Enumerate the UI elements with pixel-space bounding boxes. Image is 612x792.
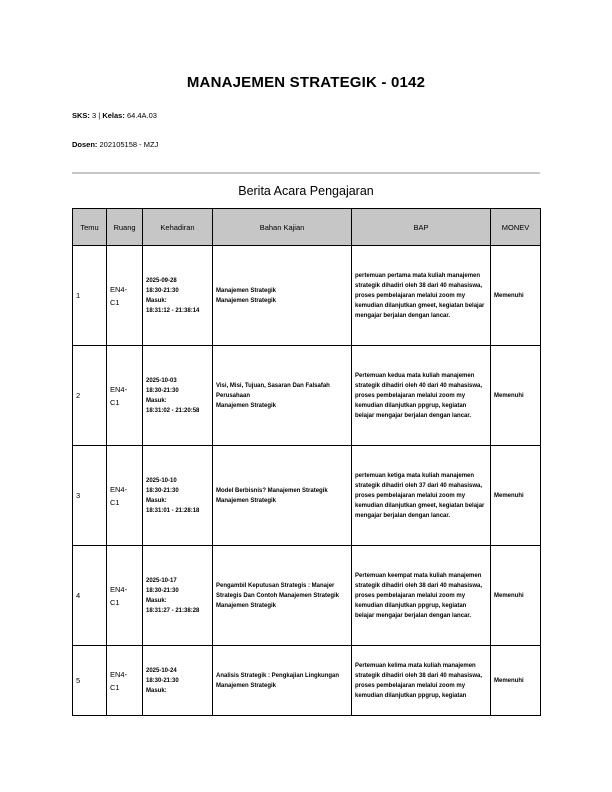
temu-cell: 2 bbox=[73, 346, 107, 446]
session-time: 18:30-21:30 bbox=[146, 387, 179, 394]
table-row bbox=[73, 346, 541, 446]
bap-cell bbox=[352, 246, 491, 346]
session-time: 18:30-21:30 bbox=[146, 677, 179, 684]
session-date: 2025-10-10 bbox=[146, 477, 177, 484]
bahan-topic: Model Berbisnis? Manajemen Strategik bbox=[216, 487, 328, 494]
temu-cell: 4 bbox=[73, 546, 107, 646]
bahan-topic: Analisis Strategik : Pengkajian Lingkungan bbox=[216, 672, 340, 679]
masuk-label: Masuk: bbox=[146, 397, 167, 404]
bap-text: Pertemuan kedua mata kuliah manajemen strategik dihadiri oleh 40 dari 40 mahasiswa, proses pembelajaran melalui zoom my kemudian dilanjutkan ppgrup, kegiatan belajar mengajar berjalan dengan lancar. bbox=[355, 372, 483, 419]
kehadiran-cell bbox=[143, 546, 213, 646]
bahan-kajian-cell bbox=[213, 446, 352, 546]
monev-cell: Memenuhi bbox=[491, 546, 541, 646]
bap-cell bbox=[352, 446, 491, 546]
bahan-course: Manajemen Strategik bbox=[216, 402, 277, 409]
bap-text: pertemuan pertama mata kuliah manajemen strategik dihadiri oleh 38 dari 40 mahasiswa, proses pembelajaran melalui zoom my kemudian dilanjutkan gmeet, kegiatan belajar mengajar berjalan dengan lancar. bbox=[355, 272, 485, 319]
table-row bbox=[73, 246, 541, 346]
sks-value: 3 bbox=[92, 111, 97, 120]
session-date: 2025-10-24 bbox=[146, 667, 177, 674]
kehadiran-cell bbox=[143, 646, 213, 716]
ruang-line: C1 bbox=[110, 297, 120, 307]
bap-cell bbox=[352, 346, 491, 446]
temu-cell: 5 bbox=[73, 646, 107, 716]
temu-cell: 1 bbox=[73, 246, 107, 346]
ruang-line: C1 bbox=[110, 597, 120, 607]
header-bap: BAP bbox=[352, 209, 491, 246]
ruang-line: C1 bbox=[110, 497, 120, 507]
page-title: MANAJEMEN STRATEGIK - 0142 bbox=[186, 74, 426, 91]
sks-label: SKS: bbox=[72, 111, 90, 120]
header-temu: Temu bbox=[73, 209, 107, 246]
header-ruang: Ruang bbox=[107, 209, 143, 246]
kehadiran-cell bbox=[143, 246, 213, 346]
masuk-label: Masuk: bbox=[146, 687, 167, 694]
ruang-cell bbox=[107, 346, 143, 446]
bahan-topic: Manajemen Strategik bbox=[216, 287, 277, 294]
bahan-course: Manajemen Strategik bbox=[216, 497, 277, 504]
section-divider bbox=[72, 172, 540, 174]
session-date: 2025-10-03 bbox=[146, 377, 177, 384]
session-date: 2025-09-28 bbox=[146, 277, 177, 284]
ruang-line: C1 bbox=[110, 397, 120, 407]
bap-table bbox=[72, 208, 541, 716]
bahan-course: Manajemen Strategik bbox=[216, 297, 277, 304]
table-header-row bbox=[73, 209, 541, 246]
bahan-kajian-cell bbox=[213, 246, 352, 346]
course-meta-line bbox=[72, 111, 157, 120]
bap-text: Pertemuan kelima mata kuliah manajemen strategik dihadiri oleh 38 dari 40 mahasiswa, proses pembelajaran melalui zoom my kemudian dilanjutkan ppgrup, kegiatan bbox=[355, 662, 483, 699]
monev-cell: Memenuhi bbox=[491, 446, 541, 546]
ruang-cell bbox=[107, 546, 143, 646]
ruang-cell bbox=[107, 646, 143, 716]
ruang-line: EN4- bbox=[110, 669, 128, 679]
table-row bbox=[73, 646, 541, 716]
session-date: 2025-10-17 bbox=[146, 577, 177, 584]
ruang-cell bbox=[107, 246, 143, 346]
monev-cell: Memenuhi bbox=[491, 646, 541, 716]
session-time: 18:30-21:30 bbox=[146, 587, 179, 594]
session-time: 18:30-21:30 bbox=[146, 287, 179, 294]
kelas-value: 64.4A.03 bbox=[126, 111, 157, 120]
ruang-line: EN4- bbox=[110, 584, 128, 594]
masuk-label: Masuk: bbox=[146, 497, 167, 504]
session-time: 18:30-21:30 bbox=[146, 487, 179, 494]
masuk-value: 18:31:12 - 21:38:14 bbox=[146, 307, 200, 314]
ruang-line: C1 bbox=[110, 682, 120, 692]
bap-cell bbox=[352, 546, 491, 646]
table-row bbox=[73, 446, 541, 546]
bahan-kajian-cell bbox=[213, 546, 352, 646]
bahan-topic: Visi, Misi, Tujuan, Sasaran Dan Falsafah Perusahaan bbox=[216, 382, 330, 399]
bap-cell bbox=[352, 646, 491, 716]
bap-text: Pertemuan keempat mata kuliah manajemen strategik dihadiri oleh 38 dari 40 mahasiswa, proses pembelajaran melalui zoom my kemudian dilanjutkan ppgrup, kegiatan belajar mengajar berjalan dengan lancar. bbox=[355, 572, 483, 619]
dosen-label: Dosen: bbox=[72, 140, 98, 149]
section-title: Berita Acara Pengajaran bbox=[238, 184, 374, 198]
ruang-line: EN4- bbox=[110, 284, 128, 294]
masuk-value: 18:31:01 - 21:28:18 bbox=[146, 507, 200, 514]
kelas-label: Kelas: bbox=[102, 111, 125, 120]
bahan-course: Manajemen Strategik bbox=[216, 682, 277, 689]
monev-cell: Memenuhi bbox=[491, 246, 541, 346]
lecturer-meta-line bbox=[72, 140, 158, 149]
bahan-course: Manajemen Strategik bbox=[216, 602, 277, 609]
bap-text: pertemuan ketiga mata kuliah manajemen strategik dihadiri oleh 37 dari 40 mahasiswa, proses pembelajaran melalui zoom my kemudian dilanjutkan gmeet, kegiatan belajar mengajar berjalan dengan lancar. bbox=[355, 472, 485, 519]
dosen-value: 202105158 - MZJ bbox=[99, 140, 159, 149]
header-kehadiran: Kehadiran bbox=[143, 209, 213, 246]
table-row bbox=[73, 546, 541, 646]
kehadiran-cell bbox=[143, 446, 213, 546]
bahan-kajian-cell bbox=[213, 646, 352, 716]
monev-cell: Memenuhi bbox=[491, 346, 541, 446]
meta-separator: | bbox=[98, 111, 101, 120]
ruang-line: EN4- bbox=[110, 484, 128, 494]
masuk-label: Masuk: bbox=[146, 597, 167, 604]
bahan-kajian-cell bbox=[213, 346, 352, 446]
kehadiran-cell bbox=[143, 346, 213, 446]
ruang-cell bbox=[107, 446, 143, 546]
temu-cell: 3 bbox=[73, 446, 107, 546]
masuk-value: 18:31:27 - 21:38:28 bbox=[146, 607, 200, 614]
ruang-line: EN4- bbox=[110, 384, 128, 394]
header-bahan-kajian: Bahan Kajian bbox=[213, 209, 352, 246]
masuk-label: Masuk: bbox=[146, 297, 167, 304]
header-monev: MONEV bbox=[491, 209, 541, 246]
bahan-topic: Pengambil Keputusan Strategis : Manajer Strategis Dan Contoh Manajemen Strategik bbox=[216, 582, 340, 599]
masuk-value: 18:31:02 - 21:20:58 bbox=[146, 407, 200, 414]
